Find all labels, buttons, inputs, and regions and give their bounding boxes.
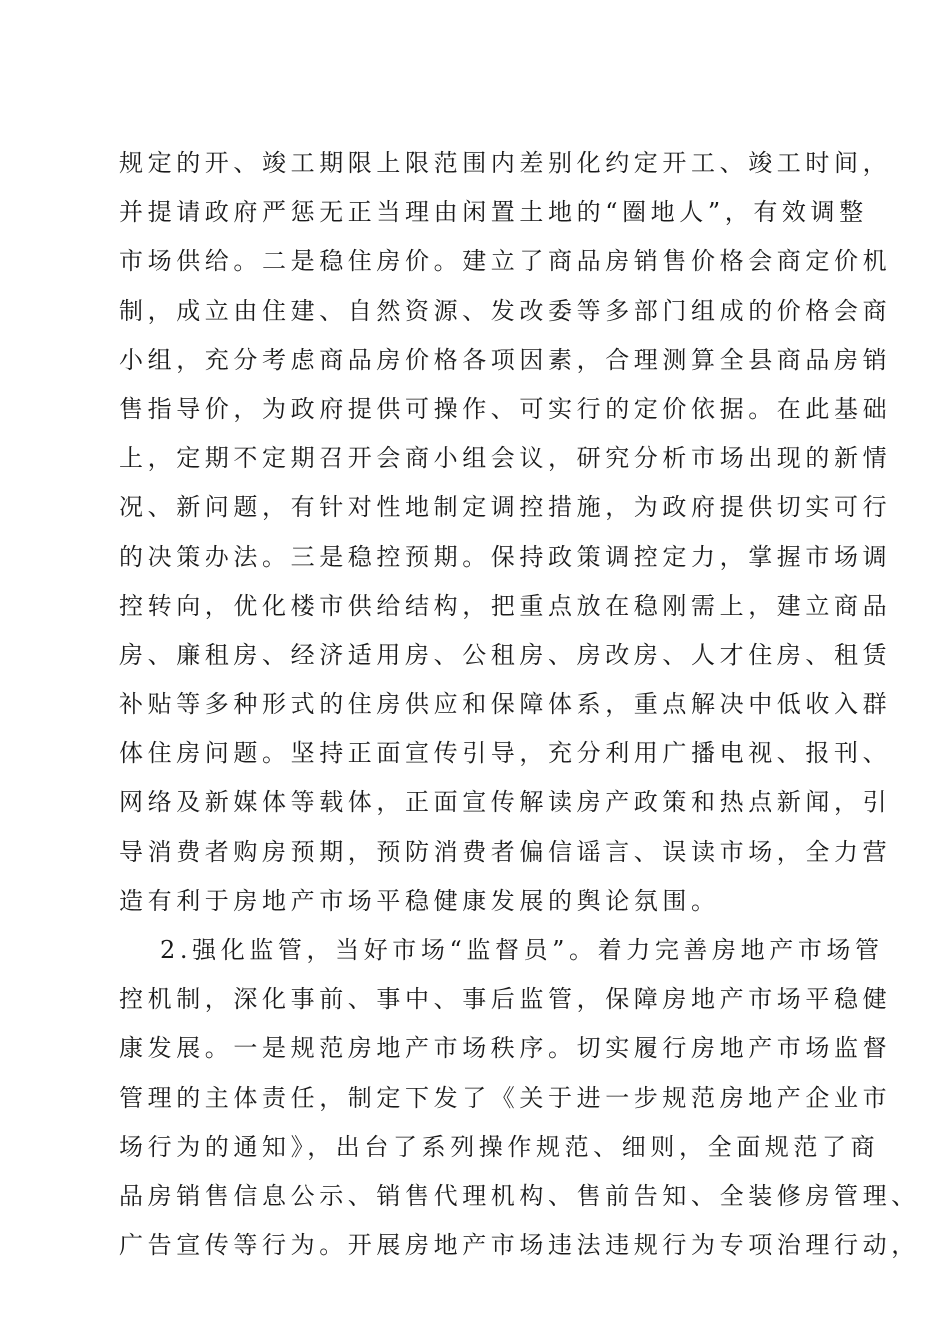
text-line: 制，成立由住建、自然资源、发改委等多部门组成的价格会商 (119, 296, 892, 325)
text-line: 造有利于房地产市场平稳健康发展的舆论氛围。 (119, 886, 720, 915)
text-line: 网络及新媒体等载体，正面宣传解读房产政策和热点新闻，引 (119, 788, 892, 817)
text-line: 导消费者购房预期，预防消费者偏信谣言、误读市场，全力营 (119, 837, 892, 866)
paragraph-start-line: 2.强化监管，当好市场“监督员”。着力完善房地产市场管 (160, 936, 884, 964)
text-line: 场行为的通知》，出台了系列操作规范、细则，全面规范了商 (119, 1132, 880, 1161)
body-text (119, 139, 920, 1270)
text-line: 规定的开、竣工期限上限范围内差别化约定开工、竣工时间， (119, 149, 892, 177)
text-line: 况、新问题，有针对性地制定调控措施，为政府提供切实可行 (119, 493, 892, 522)
text-line: 广告宣传等行为。开展房地产市场违法违规行为专项治理行动， (119, 1231, 920, 1260)
text-line: 控转向，优化楼市供给结构，把重点放在稳刚需上，建立商品 (119, 591, 892, 620)
text-line: 体住房问题。坚持正面宣传引导，充分利用广播电视、报刊、 (119, 739, 892, 768)
text-line: 控机制，深化事前、事中、事后监管，保障房地产市场平稳健 (119, 985, 892, 1014)
text-line: 康发展。一是规范房地产市场秩序。切实履行房地产市场监督 (119, 1034, 892, 1063)
text-line: 房、廉租房、经济适用房、公租房、房改房、人才住房、租赁 (119, 640, 892, 669)
text-line: 管理的主体责任，制定下发了《关于进一步规范房地产企业市 (119, 1083, 892, 1112)
text-line: 上，定期不定期召开会商小组会议，研究分析市场出现的新情 (119, 444, 892, 473)
text-line: 市场供给。二是稳住房价。建立了商品房销售价格会商定价机 (119, 247, 892, 276)
text-line: 小组，充分考虑商品房价格各项因素，合理测算全县商品房销 (119, 345, 892, 374)
text-line: 售指导价，为政府提供可操作、可实行的定价依据。在此基础 (119, 394, 892, 423)
text-line: 品房销售信息公示、销售代理机构、售前告知、全装修房管理、 (119, 1181, 920, 1210)
text-line: 并提请政府严惩无正当理由闲置土地的“圈地人”，有效调整 (119, 198, 868, 227)
text-line: 补贴等多种形式的住房供应和保障体系，重点解决中低收入群 (119, 690, 892, 719)
text-line: 的决策办法。三是稳控预期。保持政策调控定力，掌握市场调 (119, 542, 892, 571)
